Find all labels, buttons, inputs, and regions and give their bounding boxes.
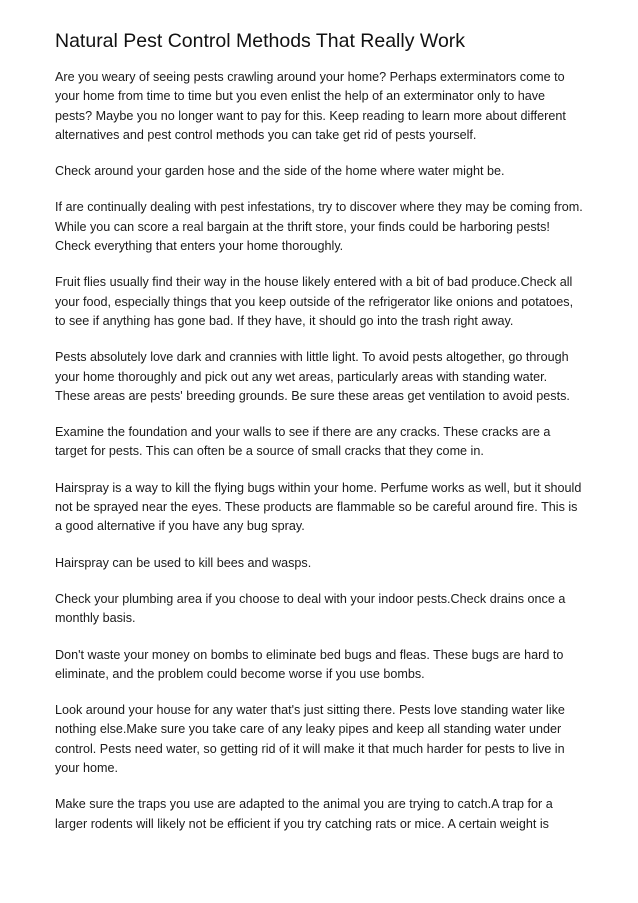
page-title: Natural Pest Control Methods That Really Work [55, 30, 466, 52]
paragraph-bombs: Don't waste your money on bombs to eliminate bed bugs and fleas. These bugs are hard to eliminate, and the problem could become worse if you use bombs. [55, 647, 564, 681]
paragraph-foundation-cracks: Examine the foundation and your walls to see if there are any cracks. These cracks are a target for pests. This can often be a source of small cracks that they come in. [55, 425, 551, 459]
paragraph-standing-water: Look around your house for any water that's just sitting there. Pests love standing water like nothing else.Make sure you take care of any leaky pipes and keep all standing water under control. Pests need water, so getting rid of it will make it that much harder for pests to live in your home. [55, 703, 565, 776]
paragraph-plumbing: Check your plumbing area if you choose to deal with your indoor pests.Check drains once a monthly basis. [55, 591, 566, 626]
paragraph-fruit-flies: Fruit flies usually find their way in the house likely entered with a bit of bad produce.Check all your food, especially things that you keep outside of the refrigerator like onions and potatoes, to see if anything has gone bad. If they have, it should go into the trash right away. [55, 275, 574, 328]
document-body [55, 28, 585, 851]
paragraph-infestations: If are continually dealing with pest infestations, try to discover where they may be coming from. While you can score a real bargain at the thrift store, your finds could be harboring pests! Check everything that enters your home thoroughly. [55, 200, 583, 254]
paragraph-hairspray-bees: Hairspray can be used to kill bees and wasps. [55, 555, 312, 570]
paragraph-intro: Are you weary of seeing pests crawling around your home? Perhaps exterminators come to your home from time to time but you even enlist the help of an exterminator only to have pests? Maybe you no longer want to pay for this. Keep reading to learn more about different alternatives and pest control methods you can take get rid of pests yourself. [55, 70, 566, 142]
paragraph-dark-crannies: Pests absolutely love dark and crannies with little light. To avoid pests altogether, go through your home thoroughly and pick out any wet areas, particularly areas with standing water. These areas are pests' breeding grounds. Be sure these areas get ventilation to avoid pests. [55, 350, 570, 403]
paragraph-garden-hose: Check around your garden hose and the side of the home where water might be. [55, 164, 505, 179]
paragraph-hairspray-flying-bugs: Hairspray is a way to kill the flying bugs within your home. Perfume works as well, but it should not be sprayed near the eyes. These products are flammable so be careful around fire. This is a good alternative if you have any bug spray. [55, 480, 582, 534]
paragraph-traps: Make sure the traps you use are adapted to the animal you are trying to catch.A trap for a larger rodents will likely not be efficient if you try catching rats or mice. A certain weight is [55, 797, 553, 831]
